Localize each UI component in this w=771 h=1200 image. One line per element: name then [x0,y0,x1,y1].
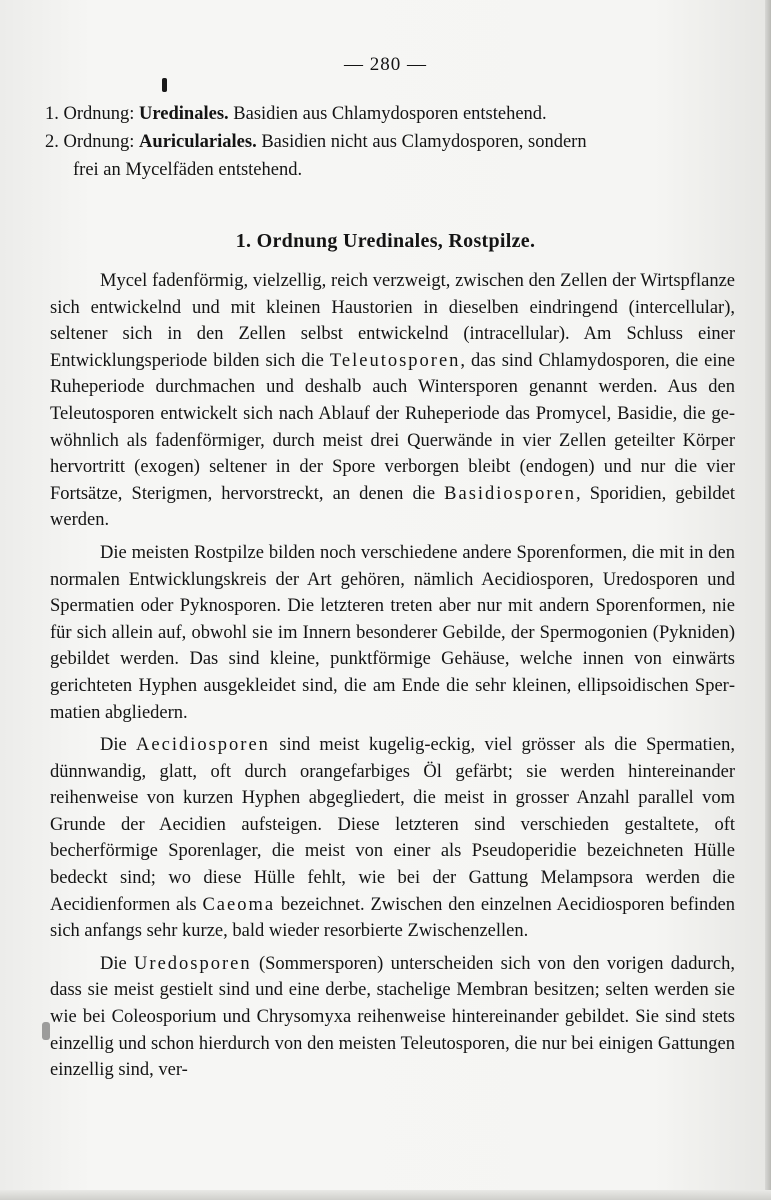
text-run: Die [100,953,135,974]
outline-prefix: Ordnung: [63,132,135,152]
paragraph-uredosporen [50,951,735,1084]
ink-smudge [42,1022,50,1040]
spaced-term-caeoma: Caeoma [202,894,276,915]
order-outline [45,100,735,184]
spaced-term-basidiosporen: Basidiosporen [444,483,577,504]
outline-prefix: Ordnung: [63,104,135,124]
page-number: — 280 — [344,54,427,75]
text-run: bezeichnet. Zwischen den einzelnen Aecidiosporen befinden sich anfangs sehr kurze, bald wieder resorbierte Zwischenzellen. [50,894,735,942]
outline-item-auriculariales [45,128,735,184]
page-edge-shadow [765,0,771,1200]
ink-mark [162,78,167,92]
text-run: Mycel fadenförmig, vielzellig, reich verzweigt, zwischen den Zellen der Wirtspflanze sich entwickelnd und mit kleinen Haustorien in dieselben eindringend (intercellular), seltener sich in den Zellen selbst entwickelnd (intracellular). Am Schluss einer Entwicklungsperiode bilden sich die [50,271,735,371]
body-text [50,268,735,1090]
spaced-term-teleutosporen: Teleutosporen [329,350,461,371]
paragraph-aecidiosporen [50,732,735,945]
text-run: sind meist kugelig-eckig, viel grösser als die Spermatien, dünnwandig, glatt, oft durch orangefarbiges Öl gefärbt; sie werden hintereinander reihenweise von kurzen Hyphen abgegliedert, die meist in grosser Anzahl parallel vom Grunde der Aecidien aufsteigen. Diese letzteren sind verschieden gestaltete, oft becherförmige Sporenlager, die meist von einer als Pseudoperidie bezeichneten Hülle bedeckt sind; wo diese Hülle fehlt, wie bei der Gattung Melampsora werden die Aecidienformen als [50,735,735,915]
paragraph-sporenformen: Die meisten Rostpilze bilden noch verschiedene andere Sporenformen, die mit in den normalen Entwicklungskreis der Art gehören, nämlich Aecidiosporen, Uredosporen und Spermatien oder Pyknosporen. Die letzteren treten aber nur mit andern Sporenformen, nie für sich allein auf, obwohl sie im Innern besonderer Gebilde, der Spermogonien (Pykniden) gebildet werden. Das sind kleine, punktförmige Gehäuse, welche innen von einwärts gerichteten Hyphen ausgekleidet sind, die am Ende die sehr kleinen, ellipsoidischen Spermatien abgliedern. [50,542,735,723]
outline-item-uredinales [45,100,735,128]
outline-number: 1. [45,104,59,124]
spaced-term-uredosporen: Uredosporen [134,953,252,974]
text-run: (Sommersporen) unterscheiden sich von den vorigen dadurch, dass sie meist gestielt sind und eine derbe, stachelige Membran besitzen; selten werden sie wie bei Coleosporium und Chrysomyxa reihenweise hintereinander gebildet. Sie sind stets einzellig und schon hierdurch von den meisten Teleutosporen, die nur bei einigen Gattungen einzellig sind, ver- [50,953,735,1081]
outline-continuation: frei an Mycelfäden entstehend. [73,160,303,180]
outline-order-name: Auriculariales. [139,132,257,152]
text-run: Die [100,735,137,756]
outline-order-name: Uredinales. [139,104,229,124]
outline-description: Basidien aus Chlamydosporen entstehend. [233,104,547,124]
paragraph-mycel [50,268,735,534]
section-heading: 1. Ordnung Uredinales, Rostpilze. [235,230,536,252]
text-run: , das sind Chlamydosporen, die eine Ruheperiode durchmachen und deshalb auch Wintersporen genannt werden. Aus den Teleutosporen entwickelt sich nach Ablauf der Ruheperiode das Promycel, Basidie, die gewöhnlich als fadenförmiger, durch meist drei Querwände in vier Zellen geteilter Körper hervortritt (exogen) seltener in der Spore verborgen bleibt (endogen) und nur die vier Fortsätze, Sterigmen, hervorstreckt, an denen die [50,350,735,504]
spaced-term-aecidiosporen: Aecidiosporen [136,735,270,756]
outline-number: 2. [45,132,59,152]
page-bottom-edge [0,1190,771,1200]
text-run: , Sporidien, gebildet werden. [50,483,735,531]
outline-description: Basidien nicht aus Clamydosporen, sondern [261,132,587,152]
